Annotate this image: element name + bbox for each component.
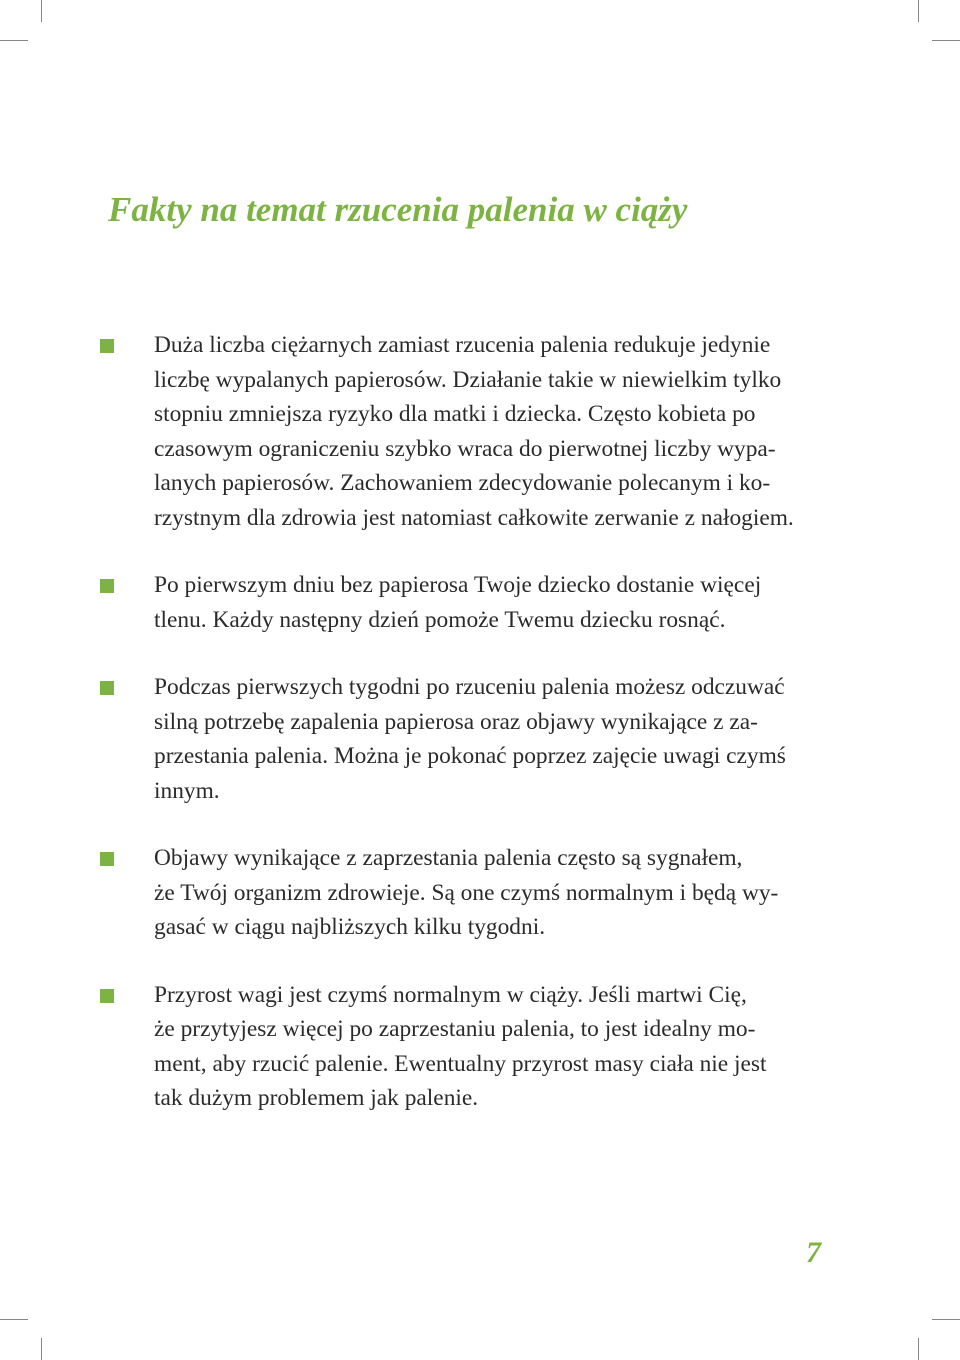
crop-mark-bottom-right xyxy=(932,1319,960,1320)
crop-mark-top-right xyxy=(932,40,960,41)
page-title: Fakty na temat rzucenia palenia w ciąży xyxy=(108,190,688,229)
square-bullet-icon xyxy=(100,579,114,593)
text-line: Objawy wynikające z zaprzestania palenia często są sygnałem, xyxy=(154,845,743,871)
list-item xyxy=(100,568,860,637)
text-line: gasać w ciągu najbliższych kilku tygodni. xyxy=(154,914,546,940)
text-line: rzystnym dla zdrowia jest natomiast całkowite zerwanie z nałogiem. xyxy=(154,504,794,531)
square-bullet-icon xyxy=(100,852,114,866)
list-item xyxy=(100,670,860,808)
crop-mark-top-left xyxy=(0,40,28,41)
text-line: liczbę wypalanych papierosów. Działanie takie w niewielkim tylko xyxy=(154,366,782,393)
text-line: Przyrost wagi jest czymś normalnym w ciąży. Jeśli martwi Cię, xyxy=(154,981,747,1008)
list-item xyxy=(100,328,860,535)
list-item xyxy=(100,978,860,1116)
text-line: tak dużym problemem jak palenie. xyxy=(154,1085,479,1111)
text-line: stopniu zmniejsza ryzyko dla matki i dziecka. Często kobieta po xyxy=(154,401,756,427)
crop-mark-bottom-left xyxy=(0,1319,28,1320)
crop-mark-top-left xyxy=(41,0,42,22)
square-bullet-icon xyxy=(100,681,114,695)
text-line: że Twój organizm zdrowieje. Są one czymś normalnym i będą wy- xyxy=(154,879,779,906)
text-line: lanych papierosów. Zachowaniem zdecydowanie polecanym i ko- xyxy=(154,470,771,496)
crop-mark-bottom-right xyxy=(918,1338,919,1360)
text-line: tlenu. Każdy następny dzień pomoże Twemu dziecku rosnąć. xyxy=(154,606,726,633)
text-line: innym. xyxy=(154,777,220,804)
page-number: 7 xyxy=(806,1236,821,1269)
text-line: Duża liczba ciężarnych zamiast rzucenia palenia redukuje jedynie xyxy=(154,332,771,358)
square-bullet-icon xyxy=(100,339,114,353)
text-line: że przytyjesz więcej po zaprzestaniu palenia, to jest idealny mo- xyxy=(154,1016,756,1042)
crop-mark-top-right xyxy=(918,0,919,22)
crop-mark-bottom-left xyxy=(41,1338,42,1360)
text-line: Podczas pierwszych tygodni po rzuceniu palenia możesz odczuwać xyxy=(154,674,785,700)
facts-list xyxy=(100,328,860,1116)
text-line: Po pierwszym dniu bez papierosa Twoje dziecko dostanie więcej xyxy=(154,572,762,598)
text-line: czasowym ograniczeniu szybko wraca do pierwotnej liczby wypa- xyxy=(154,435,776,462)
list-item xyxy=(100,841,860,945)
text-line: ment, aby rzucić palenie. Ewentualny przyrost masy ciała nie jest xyxy=(154,1050,767,1077)
square-bullet-icon xyxy=(100,989,114,1003)
text-line: silną potrzebę zapalenia papierosa oraz objawy wynikające z za- xyxy=(154,708,758,735)
text-line: przestania palenia. Można je pokonać poprzez zajęcie uwagi czymś xyxy=(154,743,786,769)
